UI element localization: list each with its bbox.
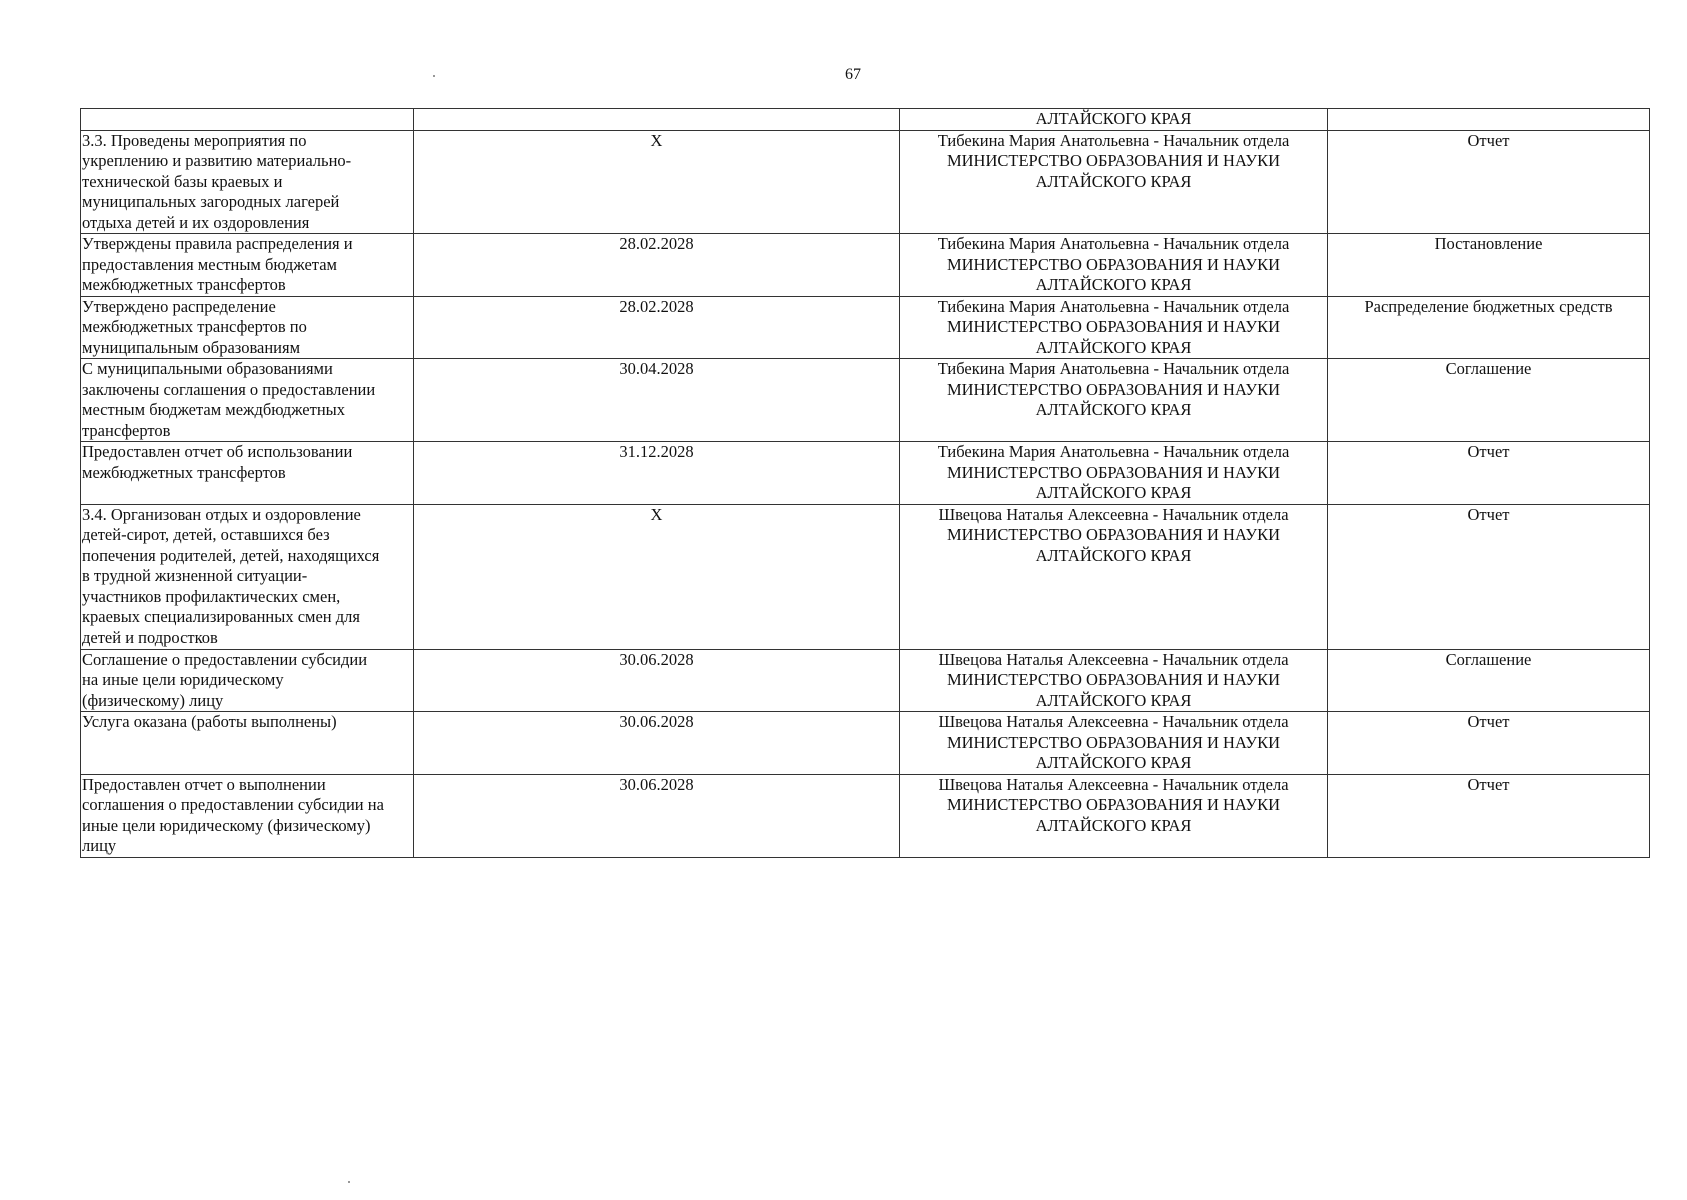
document-cell [1328,774,1650,857]
event-text-line: межбюджетных трансфертов [82,275,286,294]
event-text-line: Предоставлен отчет об использовании [82,442,353,461]
date-text: 30.06.2028 [619,712,694,731]
date-text: 31.12.2028 [619,442,694,461]
responsible-cell [900,649,1328,712]
document-type-text: Постановление [1434,234,1543,253]
plan-table [80,108,1650,858]
table-row [81,712,1650,775]
date-cell [414,359,900,442]
responsible-text-line: Швецова Наталья Алексеевна - Начальник отдела [938,504,1289,524]
responsible-text-line: Тибекина Мария Анатольевна - Начальник отдела [937,234,1290,253]
table-row [81,130,1650,234]
document-cell [1328,109,1650,131]
event-text-line: Утверждены правила распределения и [82,234,353,253]
event-text-line: 3.3. Проведены мероприятия по [82,130,307,150]
event-cell [81,234,414,297]
responsible-text-line: АЛТАЙСКОГО КРАЯ [1035,109,1192,128]
responsible-text-line: МИНИСТЕРСТВО ОБРАЗОВАНИЯ И НАУКИ [946,254,1281,274]
responsible-text-line: АЛТАЙСКОГО КРАЯ [1035,171,1192,191]
event-text-line: детей-сирот, детей, оставшихся без [82,525,330,544]
event-text-line: муниципальных загородных лагерей [82,192,340,211]
event-text-line: трансфертов [82,420,171,440]
event-text-line: Услуга оказана (работы выполнены) [82,712,337,731]
responsible-text-line: АЛТАЙСКОГО КРАЯ [1035,483,1192,502]
responsible-text-line: МИНИСТЕРСТВО ОБРАЗОВАНИЯ И НАУКИ [946,795,1281,814]
event-cell [81,649,414,712]
event-text-line: межбюджетных трансфертов [82,462,286,482]
event-text-line: детей и подростков [82,627,218,647]
event-cell [81,774,414,857]
event-text-line: (физическому) лицу [82,690,224,710]
responsible-cell [900,442,1328,505]
date-cell [414,442,900,505]
event-text-line: на иные цели юридическому [82,670,284,689]
document-type-text: Соглашение [1445,359,1532,378]
event-cell [81,109,414,131]
date-text: 30.06.2028 [619,774,694,794]
event-text-line: Предоставлен отчет о выполнении [82,774,326,794]
responsible-cell [900,234,1328,297]
responsible-cell [900,130,1328,234]
event-text-line: межбюджетных трансфертов по [82,317,307,336]
event-text-line: 3.4. Организован отдых и оздоровление [82,504,361,524]
date-cell [414,774,900,857]
responsible-text-line: АЛТАЙСКОГО КРАЯ [1035,815,1192,835]
responsible-text-line: Швецова Наталья Алексеевна - Начальник отдела [938,712,1289,731]
scan-speck [433,75,435,77]
document-type-text: Отчет [1467,442,1510,461]
date-cell [414,109,900,131]
date-text: 30.04.2028 [619,359,694,378]
responsible-text-line: АЛТАЙСКОГО КРАЯ [1035,400,1192,419]
responsible-cell [900,504,1328,649]
event-text-line: участников профилактических смен, [82,586,341,606]
date-text: X [650,504,663,524]
responsible-text-line: МИНИСТЕРСТВО ОБРАЗОВАНИЯ И НАУКИ [946,525,1281,544]
event-text-line: местным бюджетам междбюджетных [82,400,346,419]
event-text-line: Утверждено распределение [82,296,276,316]
table-row [81,109,1650,131]
date-cell [414,504,900,649]
document-cell [1328,234,1650,297]
date-text: X [650,130,663,150]
document-cell [1328,649,1650,712]
event-text-line: Соглашение о предоставлении субсидии [82,649,368,669]
responsible-text-line: МИНИСТЕРСТВО ОБРАЗОВАНИЯ И НАУКИ [946,732,1281,752]
responsible-cell [900,296,1328,359]
table-row [81,442,1650,505]
document-cell [1328,130,1650,234]
event-text-line: предоставления местным бюджетам [82,254,337,274]
event-cell [81,442,414,505]
document-cell [1328,442,1650,505]
event-text-line: отдыха детей и их оздоровления [82,212,310,232]
event-cell [81,359,414,442]
responsible-text-line: МИНИСТЕРСТВО ОБРАЗОВАНИЯ И НАУКИ [946,462,1281,482]
document-type-text: Распределение бюджетных средств [1364,296,1613,316]
date-text: 28.02.2028 [619,296,694,316]
responsible-cell [900,712,1328,775]
date-cell [414,649,900,712]
event-text-line: лицу [82,836,117,855]
table-row [81,504,1650,649]
responsible-text-line: МИНИСТЕРСТВО ОБРАЗОВАНИЯ И НАУКИ [946,379,1281,399]
event-text-line: попечения родителей, детей, находящихся [82,545,380,565]
table-row [81,296,1650,359]
responsible-cell [900,359,1328,442]
date-text: 28.02.2028 [619,234,694,253]
event-cell [81,296,414,359]
plan-table-body [81,109,1650,858]
table-row [81,774,1650,857]
document-type-text: Отчет [1467,504,1510,524]
event-text-line: заключены соглашения о предоставлении [82,379,376,399]
responsible-text-line: АЛТАЙСКОГО КРАЯ [1035,545,1192,565]
event-text-line: С муниципальными образованиями [82,359,333,378]
document-cell [1328,359,1650,442]
responsible-text-line: АЛТАЙСКОГО КРАЯ [1035,690,1192,710]
responsible-text-line: Тибекина Мария Анатольевна - Начальник отдела [937,296,1290,316]
responsible-text-line: Тибекина Мария Анатольевна - Начальник отдела [937,359,1290,378]
document-type-text: Отчет [1467,712,1510,731]
event-text-line: иные цели юридическому (физическому) [82,815,371,835]
responsible-text-line: АЛТАЙСКОГО КРАЯ [1035,337,1192,357]
event-text-line: муниципальным образованиям [82,337,301,357]
responsible-text-line: МИНИСТЕРСТВО ОБРАЗОВАНИЯ И НАУКИ [946,151,1281,170]
event-text-line: краевых специализированных смен для [82,607,360,626]
event-cell [81,712,414,775]
responsible-text-line: Тибекина Мария Анатольевна - Начальник отдела [937,130,1290,150]
event-text-line: соглашения о предоставлении субсидии на [82,795,384,814]
document-type-text: Соглашение [1445,649,1532,669]
date-text: 30.06.2028 [619,649,694,669]
document-type-text: Отчет [1467,774,1510,794]
event-text-line: укреплению и развитию материально- [82,151,352,170]
scan-speck [348,1181,350,1183]
document-type-text: Отчет [1467,130,1510,150]
table-row [81,234,1650,297]
responsible-text-line: МИНИСТЕРСТВО ОБРАЗОВАНИЯ И НАУКИ [946,670,1281,689]
responsible-text-line: МИНИСТЕРСТВО ОБРАЗОВАНИЯ И НАУКИ [946,317,1281,336]
event-text-line: в трудной жизненной ситуации- [82,566,308,585]
date-cell [414,234,900,297]
date-cell [414,130,900,234]
responsible-text-line: АЛТАЙСКОГО КРАЯ [1035,753,1192,772]
responsible-cell [900,109,1328,131]
table-row [81,359,1650,442]
event-text-line: технической базы краевых и [82,171,283,191]
responsible-cell [900,774,1328,857]
document-cell [1328,504,1650,649]
event-cell [81,504,414,649]
document-cell [1328,296,1650,359]
date-cell [414,712,900,775]
responsible-text-line: Швецова Наталья Алексеевна - Начальник отдела [938,774,1289,794]
document-cell [1328,712,1650,775]
event-cell [81,130,414,234]
page-number: 67 [845,66,861,83]
responsible-text-line: АЛТАЙСКОГО КРАЯ [1035,275,1192,294]
responsible-text-line: Швецова Наталья Алексеевна - Начальник отдела [938,649,1289,669]
responsible-text-line: Тибекина Мария Анатольевна - Начальник отдела [937,442,1290,461]
date-cell [414,296,900,359]
table-row [81,649,1650,712]
